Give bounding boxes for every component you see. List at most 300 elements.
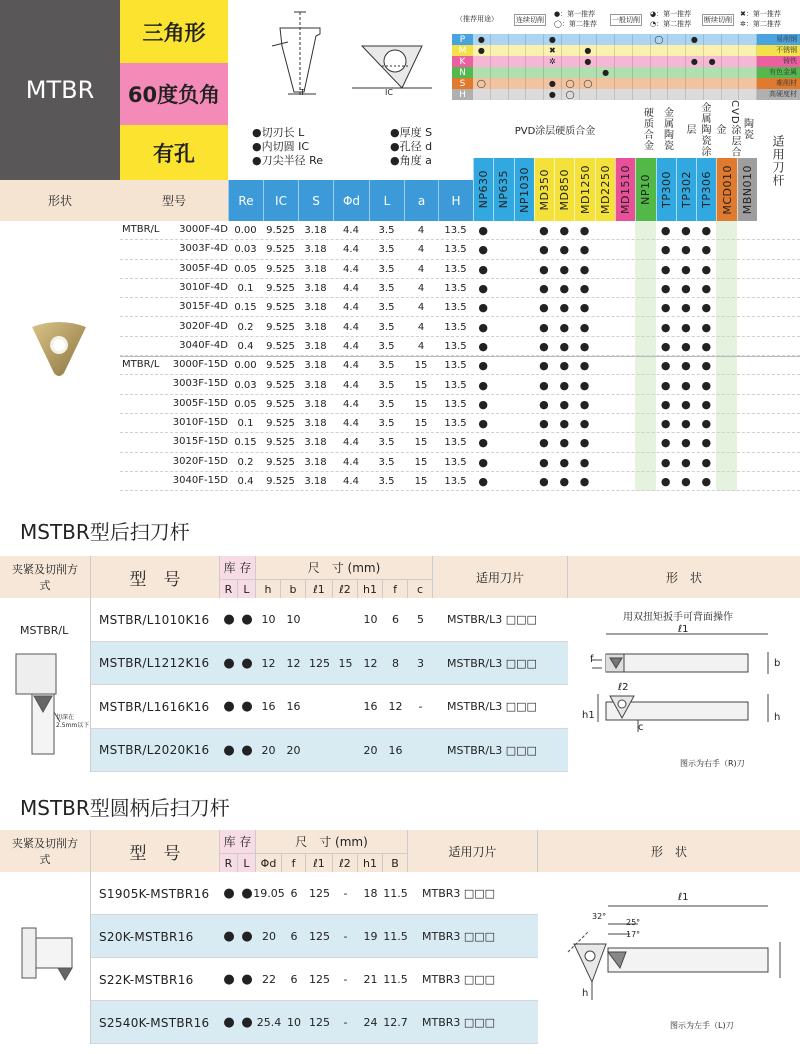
- dim-cell: 15: [414, 360, 428, 372]
- stock-R: ●: [223, 1015, 235, 1030]
- col-header-model: 型号: [120, 180, 228, 221]
- holder2-row: [91, 915, 538, 958]
- stock-dot: ●: [559, 417, 570, 431]
- insert-code: MTBR: [25, 76, 95, 104]
- stock-dot: ●: [559, 301, 570, 315]
- dim-cell: 0.05: [234, 263, 257, 275]
- stock-dot: ●: [539, 436, 549, 450]
- material-mark: [704, 78, 722, 89]
- material-mark: [722, 89, 740, 100]
- grade-name: MD850: [558, 168, 572, 211]
- dim-cell: 9.525: [266, 418, 295, 430]
- legend-item: ◔：第二推荐: [650, 20, 692, 28]
- stock-dot: ●: [660, 455, 671, 469]
- insert-diagram: [232, 6, 452, 98]
- stock-dot: ●: [579, 320, 590, 334]
- dim-value: 20: [261, 743, 276, 757]
- material-matrix: [452, 34, 800, 100]
- material-mark: [651, 56, 669, 67]
- stock-dot: ●: [478, 455, 488, 469]
- h2-rows: [91, 872, 538, 1044]
- dim-col-header: IC: [263, 180, 298, 221]
- stock-dot: ●: [539, 243, 549, 257]
- dim-cell: 15: [414, 437, 428, 449]
- stock-L: ●: [241, 972, 253, 987]
- stock-dot: ●: [681, 320, 691, 334]
- insert-row: [120, 375, 800, 394]
- dim-cell: 9.525: [266, 456, 295, 468]
- dim-cell: 0.2: [237, 321, 254, 333]
- material-mark: [597, 56, 615, 67]
- dim-value: 11.5: [383, 973, 408, 986]
- dim-cell: 15: [414, 476, 428, 488]
- stock-dot: ●: [660, 262, 671, 276]
- stock-dot: ●: [681, 359, 691, 373]
- material-mark: [668, 78, 686, 89]
- stock-dot: ●: [478, 301, 488, 315]
- holder-insert: MTBR3 □□□: [422, 887, 496, 900]
- material-mark: [615, 67, 633, 78]
- stock-dot: ●: [681, 339, 691, 353]
- dim-cell: 0.15: [234, 437, 257, 449]
- material-cells: [473, 78, 757, 89]
- dim-cell: 4.4: [343, 437, 359, 449]
- dim-value: 125: [309, 930, 330, 943]
- h1-head-shape: 形 状: [568, 556, 800, 598]
- stock-dot: ●: [701, 282, 712, 296]
- stock-dot: ●: [539, 417, 549, 431]
- material-mark: [597, 78, 615, 89]
- stock-dot: ●: [559, 224, 570, 238]
- holder-model: S1905K-MSTBR16: [99, 886, 210, 901]
- grade-header-MBN010: [737, 158, 757, 221]
- stock-dot: ●: [478, 224, 488, 238]
- dim-cell: 3.18: [304, 244, 327, 256]
- h1-clamp-note: 切深在 2.5mm以下: [56, 714, 90, 729]
- h2-head-insert: 适用刀片: [408, 830, 538, 872]
- dim-col-header: S: [298, 180, 333, 221]
- material-mark: [491, 78, 509, 89]
- h1-head-dims: 尺 寸 (mm): [256, 556, 433, 580]
- stock-L: ●: [241, 655, 253, 671]
- dim-value: 12: [261, 656, 276, 670]
- dim-cell: 4.4: [343, 418, 359, 430]
- stock-dot: ●: [559, 320, 570, 334]
- dim-value: 16: [388, 743, 403, 757]
- grade-name: MCD010: [720, 164, 734, 215]
- dim-value: 18: [363, 887, 378, 900]
- holder1-row: [91, 685, 568, 729]
- dim-cell: 3.5: [378, 418, 395, 430]
- diagram-label-ic: IC: [385, 88, 393, 97]
- dim-cell: 9.525: [266, 340, 295, 352]
- model-cell: 3003F-15D: [172, 378, 228, 390]
- material-name: 铸铁: [783, 57, 797, 65]
- material-mark: ◯: [473, 78, 491, 89]
- holder-model: MSTBR/L1616K16: [99, 699, 210, 714]
- material-mark: [615, 78, 633, 89]
- dim-value: 20: [363, 743, 378, 757]
- dim-cell: 15: [414, 398, 428, 410]
- stock-L: ●: [241, 612, 253, 628]
- group-hard: 硬质合金: [641, 107, 653, 151]
- dim-headers: [228, 180, 473, 221]
- material-mark: [686, 67, 704, 78]
- h2-head-clamp: 夹紧及切削方式: [0, 830, 91, 872]
- grade-header-NP1030: [514, 158, 534, 221]
- dim-value: 10: [287, 1016, 301, 1029]
- h1-dim-cols: [256, 580, 433, 598]
- dim-value: 10: [363, 613, 378, 627]
- stock-dot: ●: [681, 243, 691, 257]
- dim-value: 6: [290, 887, 298, 900]
- dim-cell: 4.4: [343, 321, 359, 333]
- legend-general: 一般切削: [612, 16, 640, 24]
- material-mark: ●: [580, 56, 598, 67]
- stock-dot: ●: [701, 436, 712, 450]
- material-name: 高硬度材: [769, 90, 797, 98]
- stock-dot: ●: [579, 397, 590, 411]
- legend-interrupt: 断续切削: [704, 16, 732, 24]
- material-mark: [704, 34, 722, 45]
- dim-cell: 4.4: [343, 302, 359, 314]
- holder2-row: [91, 958, 538, 1001]
- material-mark: [509, 45, 527, 56]
- stock-dot: ●: [559, 455, 570, 469]
- model-cell: 3003F-4D: [179, 243, 228, 255]
- dim-value: 11.5: [383, 887, 408, 900]
- material-row-K: [452, 56, 800, 67]
- dim-value: 5: [417, 613, 424, 627]
- insert-photo: [28, 319, 90, 377]
- insert-row: [120, 433, 800, 452]
- dim-subheader: ℓ1: [306, 580, 333, 598]
- dim-value: 125: [309, 656, 330, 670]
- material-mark: [722, 34, 740, 45]
- dim-cell: 3.18: [304, 263, 327, 275]
- material-mark: [491, 34, 509, 45]
- dim-col-header: H: [438, 180, 473, 221]
- dim-cell: 13.5: [444, 456, 467, 468]
- holder-model: S2540K-MSTBR16: [99, 1015, 210, 1030]
- material-mark: [562, 67, 580, 78]
- material-mark: [633, 78, 651, 89]
- material-mark: [580, 34, 598, 45]
- dim-value: 20: [286, 743, 301, 757]
- model-cell: 3000F-4D: [179, 224, 228, 235]
- holder1-row: [91, 598, 568, 642]
- dim-value: -: [343, 1016, 348, 1029]
- h1-dim-c: c: [638, 722, 644, 733]
- dim-value: 16: [261, 700, 276, 714]
- dim-cell: 4.4: [343, 476, 359, 488]
- material-mark: [562, 34, 580, 45]
- stock-dot: ●: [660, 301, 671, 315]
- usage-legend: [452, 8, 800, 32]
- stock-dot: ●: [579, 359, 590, 373]
- model-cell: 3010F-4D: [179, 281, 228, 293]
- h1-head-L: L: [238, 580, 256, 598]
- h1-dim-l1: ℓ1: [678, 624, 689, 635]
- dim-value: 12.7: [383, 1016, 408, 1029]
- material-mark: ◯: [562, 89, 580, 100]
- holder2-title: MSTBR型圆柄后扫刀杆: [20, 796, 230, 820]
- dim-cell: 9.525: [266, 476, 295, 488]
- stock-dot: ●: [701, 262, 712, 276]
- dim-col-header: L: [369, 180, 404, 221]
- stock-dot: ●: [681, 282, 691, 296]
- dim-cell: 4.4: [343, 225, 359, 237]
- dim-cell: 9.525: [266, 398, 295, 410]
- insert-row: [120, 318, 800, 337]
- dim-cell: 9.525: [266, 263, 295, 275]
- dim-subheader: h1: [358, 854, 383, 872]
- stock-dot: ●: [539, 224, 549, 238]
- dim-cell: 3.18: [304, 360, 327, 372]
- stock-dot: ●: [478, 320, 488, 334]
- holder-model: MSTBR/L2020K16: [99, 743, 210, 758]
- material-row-M: [452, 45, 800, 56]
- stock-dot: ●: [478, 262, 488, 276]
- stock-dot: ●: [559, 282, 570, 296]
- stock-dot: ●: [701, 301, 712, 315]
- material-mark: [722, 67, 740, 78]
- dim-value: 12: [388, 700, 403, 714]
- stock-R: ●: [223, 742, 235, 758]
- series-label: MTBR/L: [122, 224, 160, 235]
- dim-value: 15: [338, 656, 353, 670]
- grade-header-MD350: [534, 158, 554, 221]
- model-cell: 3020F-15D: [172, 455, 228, 467]
- dim-cell: 3.18: [304, 302, 327, 314]
- material-mark: [491, 67, 509, 78]
- stock-dot: ●: [539, 397, 549, 411]
- material-mark: [668, 89, 686, 100]
- h1-dim-f: f: [590, 654, 594, 665]
- material-cells: [473, 45, 757, 56]
- material-mark: ✲: [544, 56, 562, 67]
- stock-dot: ●: [539, 378, 549, 392]
- grade-name: TP302: [679, 171, 693, 208]
- material-mark: [509, 56, 527, 67]
- holder-model: S20K-MSTBR16: [99, 929, 194, 944]
- dim-cell: 4.4: [343, 340, 359, 352]
- material-code: M: [458, 45, 467, 56]
- stock-dot: ●: [478, 475, 488, 489]
- material-code: K: [459, 56, 466, 67]
- material-code: P: [459, 34, 466, 45]
- stock-dot: ●: [579, 282, 590, 296]
- material-mark: [739, 45, 757, 56]
- holder-model: MSTBR/L1010K16: [99, 612, 210, 627]
- material-mark: ●: [544, 78, 562, 89]
- grade-header-TP302: [676, 158, 696, 221]
- stock-dot: ●: [579, 301, 590, 315]
- dim-value: 3: [417, 656, 424, 670]
- dim-value: 10: [286, 613, 301, 627]
- dim-value: -: [418, 700, 423, 714]
- stock-dot: ●: [701, 243, 712, 257]
- material-mark: [739, 78, 757, 89]
- stock-dot: ●: [478, 339, 488, 353]
- dim-cell: 4: [417, 263, 425, 275]
- dim-value: 125: [309, 973, 330, 986]
- dim-col-header: Re: [228, 180, 263, 221]
- dim-subheader: Φd: [256, 854, 282, 872]
- material-mark: [597, 89, 615, 100]
- model-cell: 3015F-4D: [179, 301, 228, 313]
- material-code: N: [459, 67, 466, 78]
- material-mark: [509, 78, 527, 89]
- dim-cell: 3.18: [304, 398, 327, 410]
- dim-cell: 3.5: [378, 437, 395, 449]
- stock-dot: ●: [478, 243, 488, 257]
- dim-value: 20: [262, 930, 276, 943]
- dim-cell: 13.5: [444, 340, 467, 352]
- model-cell: 3010F-15D: [172, 417, 228, 428]
- dim-cell: 13.5: [444, 360, 467, 372]
- dim-cell: 3.5: [378, 340, 395, 352]
- stock-dot: ●: [701, 417, 712, 431]
- dim-cell: 9.525: [266, 302, 295, 314]
- dim-cell: 0.03: [234, 244, 257, 256]
- stock-dot: ●: [559, 436, 570, 450]
- dim-cell: 9.525: [266, 225, 295, 237]
- grade-header-NP10: [635, 158, 655, 221]
- material-mark: ✖: [544, 45, 562, 56]
- grade-name: MD1250: [578, 165, 592, 214]
- stock-dot: ●: [559, 397, 570, 411]
- insert-row: [120, 298, 800, 317]
- dim-value: 24: [363, 1016, 378, 1029]
- stock-dot: ●: [579, 339, 590, 353]
- dim-cell: 0.4: [237, 476, 254, 488]
- stock-dot: ●: [579, 475, 590, 489]
- dim-value: -: [343, 887, 348, 900]
- material-mark: ◯: [562, 78, 580, 89]
- h2-clamp-diagram: [18, 922, 78, 992]
- stock-R: ●: [223, 972, 235, 987]
- dim-cell: 3.18: [304, 283, 327, 295]
- model-cell: 3000F-15D: [172, 359, 228, 371]
- holder-insert: MSTBR/L3 □□□: [447, 743, 537, 757]
- spec-item: ●角度 a: [390, 154, 432, 167]
- insert-row: [120, 453, 800, 472]
- model-cell: 3005F-4D: [179, 262, 228, 274]
- h1-drawing-caption: 图示为右手（R)刀: [680, 759, 745, 768]
- stock-dot: ●: [681, 436, 691, 450]
- stock-dot: ●: [681, 417, 691, 431]
- dim-col-header: Φd: [333, 180, 369, 221]
- group-cermet-coat: 金属陶瓷涂层: [684, 101, 710, 157]
- stock-dot: ●: [579, 417, 590, 431]
- material-cells: [473, 56, 757, 67]
- dim-cell: 4: [417, 321, 425, 333]
- stock-dot: ●: [681, 455, 691, 469]
- dim-cell: 0.1: [237, 418, 254, 430]
- stock-dot: ●: [660, 397, 671, 411]
- holder1-title: MSTBR型后扫刀杆: [20, 520, 190, 544]
- stock-dot: ●: [681, 262, 691, 276]
- holder2-row: [91, 1001, 538, 1044]
- angle-label: 60度负角: [127, 83, 221, 107]
- stock-dot: ●: [701, 224, 712, 238]
- stock-dot: ●: [539, 301, 549, 315]
- diagram-label-t: T: [300, 88, 305, 97]
- material-mark: [704, 45, 722, 56]
- material-mark: [739, 56, 757, 67]
- material-mark: [633, 67, 651, 78]
- material-mark: [562, 45, 580, 56]
- dim-cell: 9.525: [266, 360, 295, 372]
- dim-cell: 13.5: [444, 379, 467, 391]
- material-mark: [473, 67, 491, 78]
- material-mark: [526, 67, 544, 78]
- stock-dot: ●: [660, 243, 671, 257]
- h1-clamp-cell: [0, 598, 91, 772]
- dim-cell: 3.5: [378, 283, 395, 295]
- material-name: 有色金属: [769, 68, 797, 76]
- dim-cell: 3.18: [304, 379, 327, 391]
- dim-cell: 3.5: [378, 225, 395, 237]
- grade-name: NP1030: [517, 166, 531, 213]
- material-mark: [633, 89, 651, 100]
- dim-cell: 9.525: [266, 379, 295, 391]
- holder-insert: MTBR3 □□□: [422, 1016, 496, 1029]
- dim-value: 6: [290, 973, 298, 986]
- dim-value: 19.05: [253, 887, 285, 900]
- h1-dim-b: b: [774, 658, 781, 669]
- material-mark: [491, 45, 509, 56]
- dim-subheader: ℓ1: [306, 854, 333, 872]
- stock-dot: ●: [660, 224, 671, 238]
- dim-cell: 15: [414, 456, 428, 468]
- dim-cell: 3.18: [304, 456, 327, 468]
- dim-cell: 0.00: [234, 225, 257, 237]
- h2-head-L: L: [238, 854, 256, 872]
- material-mark: [686, 78, 704, 89]
- dim-value: 11.5: [383, 930, 408, 943]
- holder1-row: [91, 729, 568, 773]
- dim-value: 16: [363, 700, 378, 714]
- hole-label-cell: [120, 125, 228, 180]
- h1-drawing-cell: [568, 598, 800, 772]
- h2-head-stock: 库 存: [220, 830, 256, 854]
- insert-row: [120, 260, 800, 279]
- h1-drawing-note: 用双扭矩扳手可背面操作: [623, 612, 733, 623]
- grade-name: NP10: [639, 174, 653, 205]
- stock-dot: ●: [660, 282, 671, 296]
- dim-cell: 13.5: [444, 418, 467, 430]
- grade-name: MD1510: [619, 165, 633, 214]
- material-mark: [562, 56, 580, 67]
- stock-dot: ●: [701, 378, 712, 392]
- holder-insert: MSTBR/L3 □□□: [447, 700, 537, 714]
- dim-value: [306, 685, 333, 729]
- dim-value: 12: [286, 656, 301, 670]
- insert-header-block: [0, 0, 800, 221]
- dim-cell: 0.1: [237, 283, 254, 295]
- material-mark: ●: [544, 34, 562, 45]
- dim-cell: 3.5: [378, 321, 395, 333]
- stock-L: ●: [241, 742, 253, 758]
- insert-row: [120, 395, 800, 414]
- h1-rows: [91, 598, 568, 772]
- holder1-table: [0, 556, 800, 772]
- dim-cell: 3.5: [378, 302, 395, 314]
- group-divider: [120, 356, 800, 357]
- material-mark: [668, 67, 686, 78]
